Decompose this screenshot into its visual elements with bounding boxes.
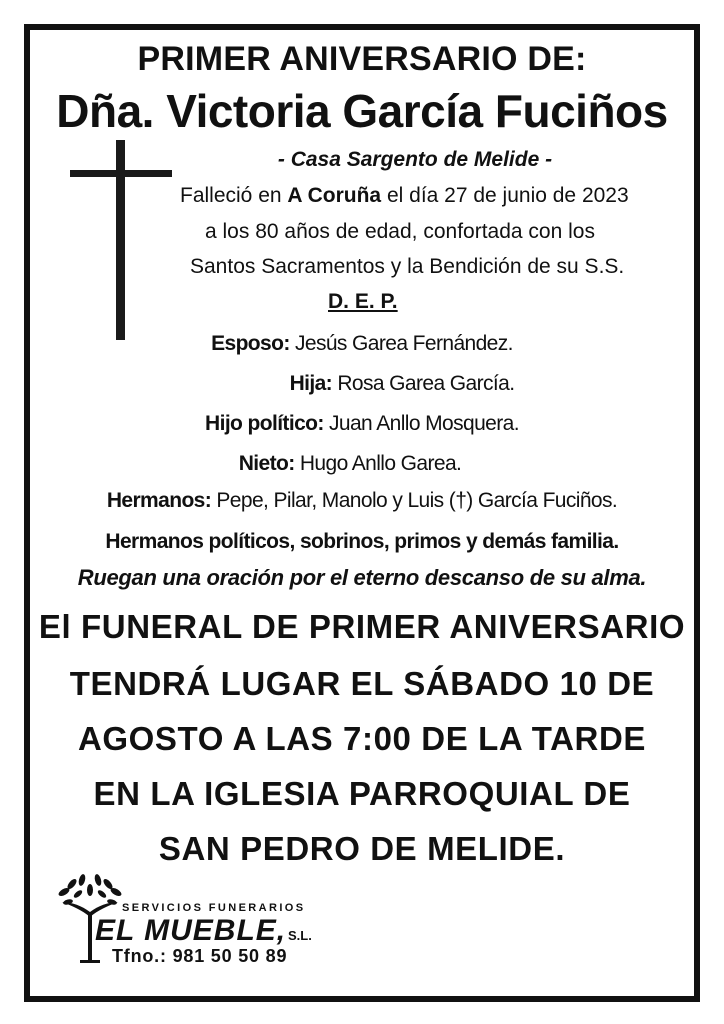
family-spouse: Esposo: Jesús Garea Fernández.	[211, 332, 513, 355]
logo-phone: Tfno.: 981 50 50 89	[112, 946, 288, 966]
deceased-name: Dña. Victoria García Fuciños	[56, 85, 668, 137]
family-son-in-law: Hijo político: Juan Anllo Mosquera.	[205, 412, 519, 435]
death-notice-line-1: Falleció en A Coruña el día 27 de junio de 2023	[180, 184, 629, 207]
death-notice-line-3: Santos Sacramentos y la Bendición de su S.S.	[190, 255, 625, 278]
logo-suffix: S.L.	[288, 928, 312, 943]
notice-heading: PRIMER ANIVERSARIO DE:	[137, 40, 587, 78]
funeral-line-1: El FUNERAL DE PRIMER ANIVERSARIO	[38, 608, 686, 645]
logo-tagline: SERVICIOS FUNERARIOS	[122, 902, 306, 914]
death-notice-line-2: a los 80 años de edad, confortada con los	[205, 220, 595, 243]
extended-family: Hermanos políticos, sobrinos, primos y demás familia.	[105, 530, 619, 553]
family-daughter: Hija: Rosa Garea García.	[289, 372, 515, 395]
family-grandson: Nieto: Hugo Anllo Garea.	[238, 452, 462, 475]
cross-icon-bar	[70, 170, 172, 177]
funeral-line-4: EN LA IGLESIA PARROQUIAL DE	[93, 775, 631, 812]
rip-text: D. E. P.	[328, 290, 398, 313]
funeral-line-5: SAN PEDRO DE MELIDE.	[158, 830, 566, 867]
funeral-line-2: TENDRÁ LUGAR EL SÁBADO 10 DE	[69, 665, 655, 702]
logo-name: EL MUEBLE,	[95, 914, 287, 947]
family-siblings: Hermanos: Pepe, Pilar, Manolo y Luis (†) García Fuciños.	[106, 489, 618, 512]
funeral-line-3: AGOSTO A LAS 7:00 DE LA TARDE	[77, 720, 647, 757]
prayer-request: Ruegan una oración por el eterno descanso de su alma.	[77, 565, 647, 590]
house-name: - Casa Sargento de Melide -	[277, 148, 553, 171]
